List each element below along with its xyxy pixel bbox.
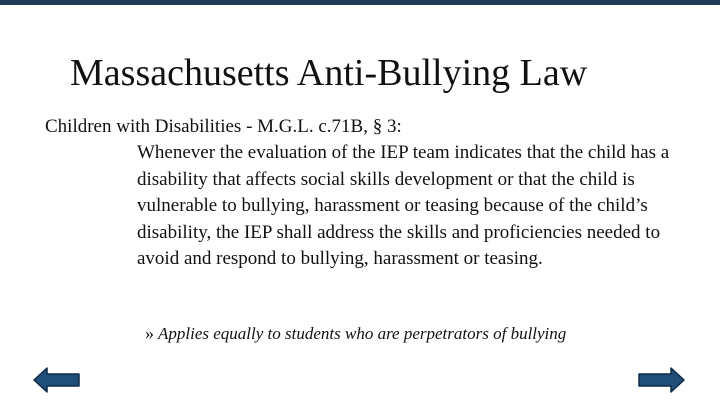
body-paragraph: Whenever the evaluation of the IEP team indicates that the child has a disability that affects social skills development or that the child is vulnerable to bullying, harassment or teasing because of the child’s disability, the IEP shall address the skills and proficiencies needed to avoid and respond to bullying, harassment or teasing. (137, 142, 670, 269)
lead-text: Children with Disabilities - M.G.L. c.71B, § 3: (45, 116, 402, 137)
previous-slide-button[interactable] (32, 366, 82, 394)
sub-bullet (145, 321, 566, 346)
top-accent-bar (0, 0, 720, 5)
slide-title: Massachusetts Anti-Bullying Law (70, 52, 588, 94)
arrow-right-icon (636, 366, 686, 394)
next-slide-button[interactable] (636, 366, 686, 394)
arrow-left-icon (32, 366, 82, 394)
bullet-marker: » (145, 323, 154, 343)
sub-bullet-text: Applies equally to students who are perpetrators of bullying (158, 324, 567, 343)
